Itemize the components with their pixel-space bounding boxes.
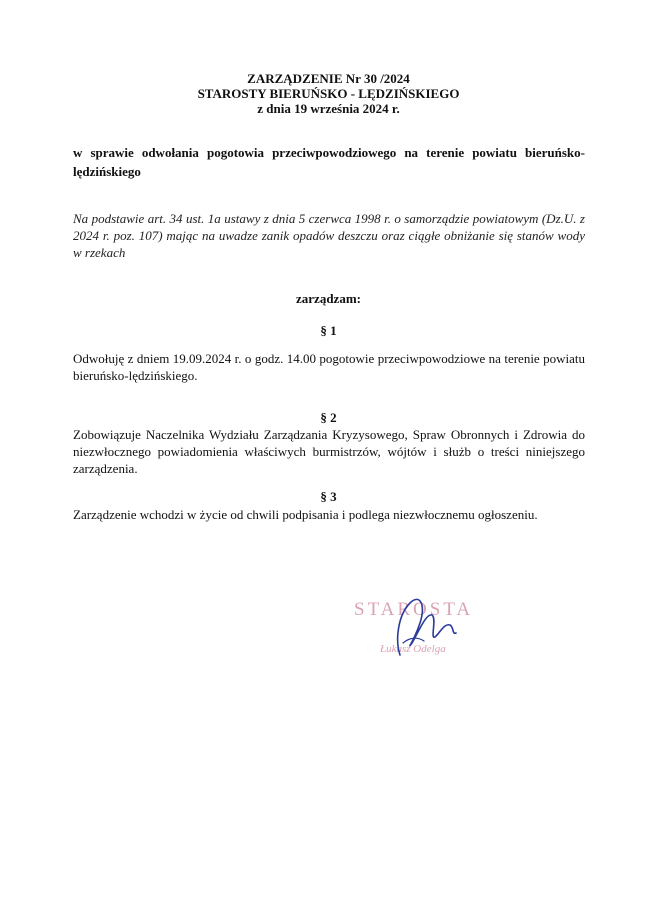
issuer-title: STAROSTY BIERUŃSKO - LĘDZIŃSKIEGO [197, 86, 460, 101]
decree-date: z dnia 19 września 2024 r. [257, 101, 400, 116]
section-3-text: Zarządzenie wchodzi w życie od chwili podpisania i podlega niezwłocznemu ogłoszeniu. [73, 507, 538, 522]
section-2-number: § 2 [320, 410, 337, 425]
stamp-title: STAROSTA [354, 599, 474, 620]
decree-word: zarządzam: [296, 291, 361, 306]
section-1-number: § 1 [320, 323, 337, 338]
legal-basis: Na podstawie art. 34 ust. 1a ustawy z dnia 5 czerwca 1998 r. o samorządzie powiatowym (Dz.U. z 2024 r. poz. 107) mając na uwadze zanik opadów deszczu oraz ciągłe obniżanie się stanów wody w rzekach [73, 211, 585, 260]
section-3-number: § 3 [320, 489, 337, 504]
starosta-stamp-with-signature [340, 585, 520, 665]
stamp-name: Łukasz Odelga [380, 643, 446, 655]
section-1-text: Odwołuję z dniem 19.09.2024 r. o godz. 14.00 pogotowie przeciwpowodziowe na terenie powiatu bieruńsko-lędzińskiego. [73, 351, 585, 383]
section-2-text: Zobowiązuje Naczelnika Wydziału Zarządzania Kryzysowego, Spraw Obronnych i Zdrowia do niezwłocznego powiadomienia właściwych burmistrzów, wójtów i służb o treści niniejszego zarządzenia. [73, 427, 585, 476]
decree-subject: w sprawie odwołania pogotowia przeciwpowodziowego na terenie powiatu bieruńsko-lędzińskiego [73, 145, 585, 179]
decree-title: ZARZĄDZENIE Nr 30 /2024 [247, 71, 410, 86]
